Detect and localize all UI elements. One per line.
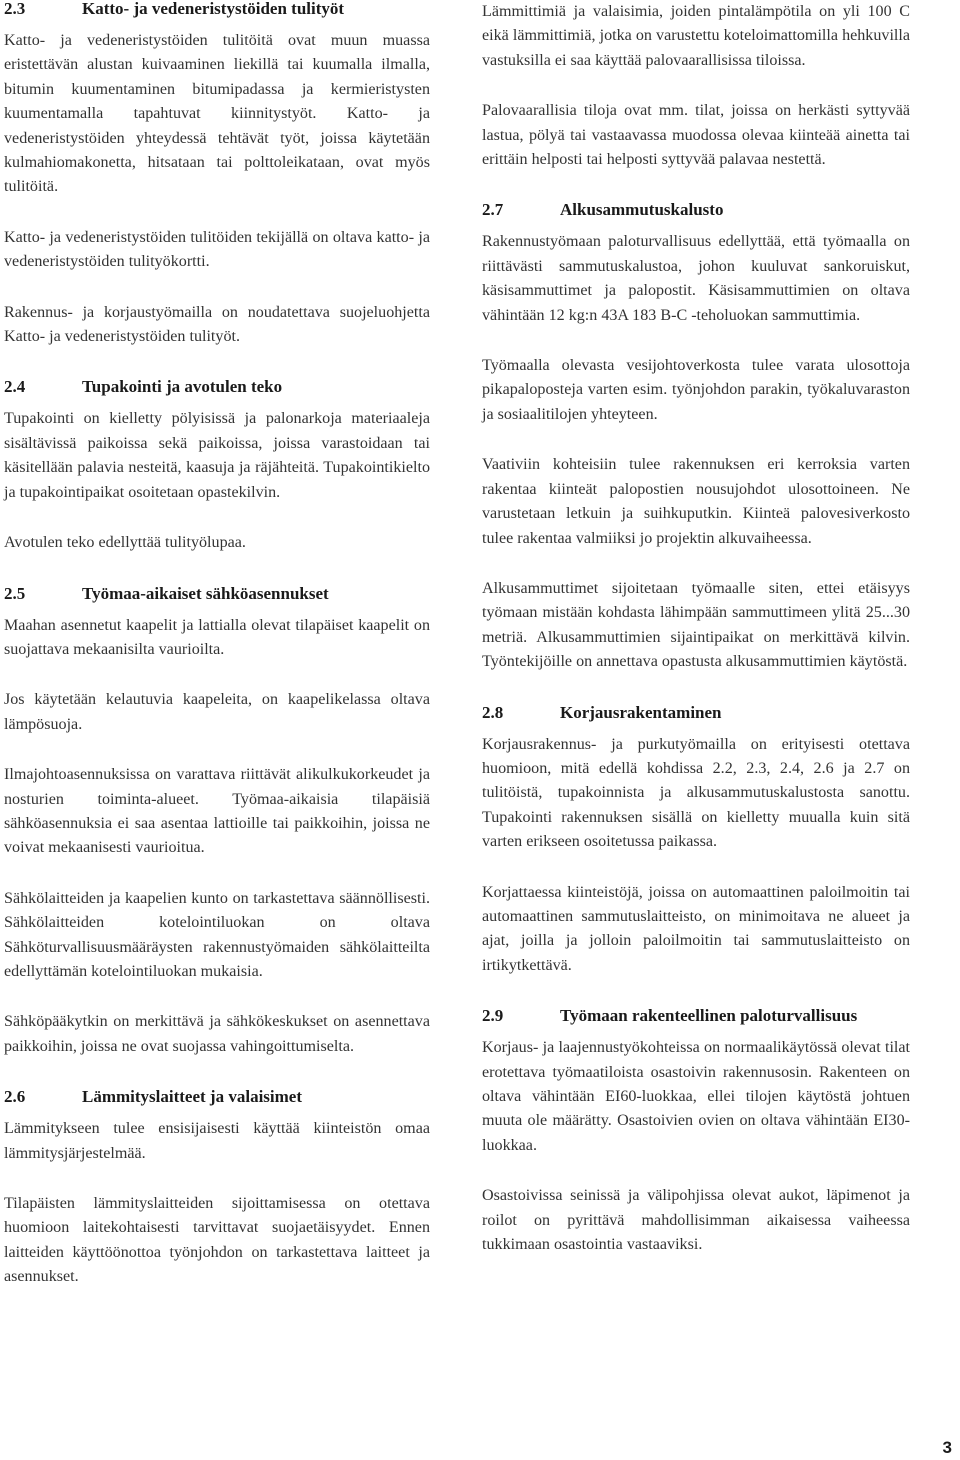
paragraph: Korjausrakennus- ja purkutyömailla on erityisesti otettava huomioon, mitä edellä kohdissa 2.2, 2.3, 2.4, 2.6 ja 2.7 on tulitöistä, tupakoinnista ja alkusammutuskalustosta sanottu. Tupakointi rakennuksen sisällä on kielletty muualla kuin sitä varten erikseen osoitetussa paikassa. (482, 735, 910, 851)
section-heading (4, 582, 430, 606)
section-number: 2.8 (482, 702, 504, 722)
paragraph: Katto- ja vedeneristystöiden tulitöiden tekijällä on oltava katto- ja vedeneristystöiden tulityökortti. (4, 228, 430, 271)
section-heading (4, 375, 430, 399)
section-2-6 (4, 1085, 430, 1289)
section-title: Työmaan rakenteellinen paloturvallisuus (560, 1006, 858, 1026)
paragraph: Rakennustyömaan paloturvallisuus edellyttää, että työmaalla on riittävästi sammutuskalustoa, johon kuuluvat sankoruiskut, käsisammuttimet ja palopostit. Käsisammuttimien on oltava vähintään 12 kg:n 43A 183 B-C -teholuokan sammuttimia. (482, 233, 910, 324)
paragraph: Sähkölaitteiden ja kaapelien kunto on tarkastettava säännöllisesti. Sähkölaitteiden kotelointiluokan on oltava Sähköturvallisuusmääräysten rakennustyömaiden sähkölaitteilta edellyttämän kotelointiluokan mukaisia. (4, 889, 430, 980)
section-heading (482, 1004, 910, 1028)
section-heading (4, 1085, 430, 1109)
section-title: Tupakointi ja avotulen teko (82, 377, 283, 397)
paragraph: Tilapäisten lämmityslaitteiden sijoittamisessa on otettava huomioon laitekohtaisesti tarvittavat suojaetäisyydet. Ennen laitteiden käyttöönottoa työnjohdon on tarkastettava laitteet ja asennukset. (4, 1195, 430, 1286)
paragraph: Sähköpääkytkin on merkittävä ja sähkökeskukset on asennettava paikkoihin, joissa ne ovat suojassa vahingoittumiselta. (4, 1013, 430, 1055)
section-title: Alkusammutuskalusto (560, 200, 724, 220)
section-title: Lämmityslaitteet ja valaisimet (82, 1087, 302, 1107)
paragraph: Katto- ja vedeneristystöiden tulitöitä ovat muun muassa eristettävän alustan kuivaaminen liekillä tai kuumalla ilmalla, bitumin kuumentaminen bitumipadassa ja kermieristysten kuumentamalla tapahtuvat kiinnitystyöt. Katto- ja vedeneristystöiden yhteydessä tehtävät työt, joissa käytetään kulmahiomakonetta, hitsataan tai polttoleikataan, ovat myös tulitöitä. (4, 32, 430, 196)
paragraph: Vaativiin kohteisiin tulee rakennuksen eri kerroksia varten rakentaa kiinteät palopostien nousujohdot ulosottoineen. Ne varustetaan letkuin ja suihkuputkin. Kiinteä palovesiverkosto tulee rakentaa valmiiksi jo projektin alkuvaiheessa. (482, 456, 910, 547)
section-2-3 (4, 0, 430, 349)
section-heading (482, 701, 910, 725)
paragraph: Alkusammuttimet sijoitetaan työmaalle siten, ettei etäisyys työmaan mistään kohdasta lähimpään sammuttimeen ylitä 25...30 metriä. Alkusammuttimien sijaintipaikat on merkittävä kilvin. Työntekijöille on annettava opastusta alkusammuttimien käytöstä. (482, 579, 910, 671)
left-column (4, 0, 430, 1290)
section-2-7 (482, 198, 910, 674)
section-title: Korjausrakentaminen (560, 702, 722, 722)
paragraph: Työmaalla olevasta vesijohtoverkosta tulee varata ulosottoja pikapaloposteja varten esim. työnjohdon parakin, työkaluvaraston ja sosiaalitilojen yhteyteen. (482, 357, 910, 423)
section-heading (4, 0, 430, 21)
paragraph: Lämmitykseen tulee ensisijaisesti käyttää kiinteistön omaa lämmitysjärjestelmää. (4, 1120, 430, 1162)
section-number: 2.5 (4, 583, 26, 603)
paragraph: Palovaarallisia tiloja ovat mm. tilat, joissa on herkästi syttyvää lastua, pölyä tai vastaavassa muodossa olevaa kiinteää ainetta tai erittäin helposti tai helposti syttyvää palavaa nestettä. (482, 102, 910, 169)
section-number: 2.6 (4, 1087, 26, 1107)
section-2-5 (4, 582, 430, 1060)
paragraph: Ilmajohtoasennuksissa on varattava riittävät alikulkukorkeudet ja nosturien toiminta-alueet. Työmaa-aikaisia tilapäisiä sähköasennuksia ei saa asentaa lattioille tai paikkoihin, joissa ne voivat mekaanisesti vaurioitua. (4, 766, 430, 857)
section-number: 2.3 (4, 0, 26, 18)
section-2-4 (4, 375, 430, 555)
paragraph: Osastoivissa seinissä ja välipohjissa olevat aukot, läpimenot ja roilot on pyrittävä mahdollisimman aikaisessa vaiheessa tukkimaan osastointia vastaaviksi. (482, 1187, 910, 1254)
paragraph: Maahan asennetut kaapelit ja lattialla olevat tilapäiset kaapelit on suojattava mekaanisilta vaurioilta. (4, 616, 430, 658)
right-column (482, 0, 910, 1257)
section-2-6-continued (482, 0, 910, 172)
section-2-9 (482, 1004, 910, 1257)
section-title: Työmaa-aikaiset sähköasennukset (82, 583, 329, 603)
paragraph: Korjaus- ja laajennustyökohteissa on normaalikäytössä olevat tilat erotettava työmaatiloista osastoivin rakennusosin. Rakenteen on oltava vähintään EI60-luokkaa, ellei tilojen käytöstä johtuen muuta ole määrätty. Osastoivien ovien on oltava vähintään EI30-luokkaa. (482, 1039, 910, 1154)
paragraph: Avotulen teko edellyttää tulityölupaa. (4, 534, 246, 552)
section-title: Katto- ja vedeneristystöiden tulityöt (82, 0, 345, 18)
paragraph: Jos käytetään kelautuvia kaapeleita, on kaapelikelassa oltava lämpösuoja. (4, 691, 430, 733)
paragraph: Rakennus- ja korjaustyömailla on noudatettava suojeluohjetta Katto- ja vedeneristystöiden tulityöt. (4, 303, 430, 346)
paragraph: Tupakointi on kielletty pölyisissä ja palonarkoja materiaaleja sisältävissä paikoissa sekä paikoissa, joissa varastoidaan tai käsitellään palavia nesteitä, kaasuja ja räjähteitä. Tupakointikielto ja tupakointipaikat osoitetaan opastekilvin. (4, 410, 430, 501)
page-number: 3 (942, 1438, 952, 1457)
paragraph: Korjattaessa kiinteistöjä, joissa on automaattinen paloilmoitin tai automaattinen sammutuslaitteisto, on minimoitava ne alueet ja ajat, joilla ja jolloin paloilmoitin tai sammutuslaitteisto on irtikytkettävä. (482, 883, 910, 974)
section-2-8 (482, 701, 910, 979)
section-number: 2.7 (482, 200, 504, 220)
section-heading (482, 198, 910, 222)
section-number: 2.9 (482, 1006, 504, 1026)
paragraph: Lämmittimiä ja valaisimia, joiden pintalämpötila on yli 100 C eikä lämmittimiä, jotka on varustettu koteloimattomilla hehkuvilla vastuksilla ei saa käyttää palovaarallisissa tiloissa. (482, 3, 910, 69)
section-number: 2.4 (4, 377, 26, 397)
